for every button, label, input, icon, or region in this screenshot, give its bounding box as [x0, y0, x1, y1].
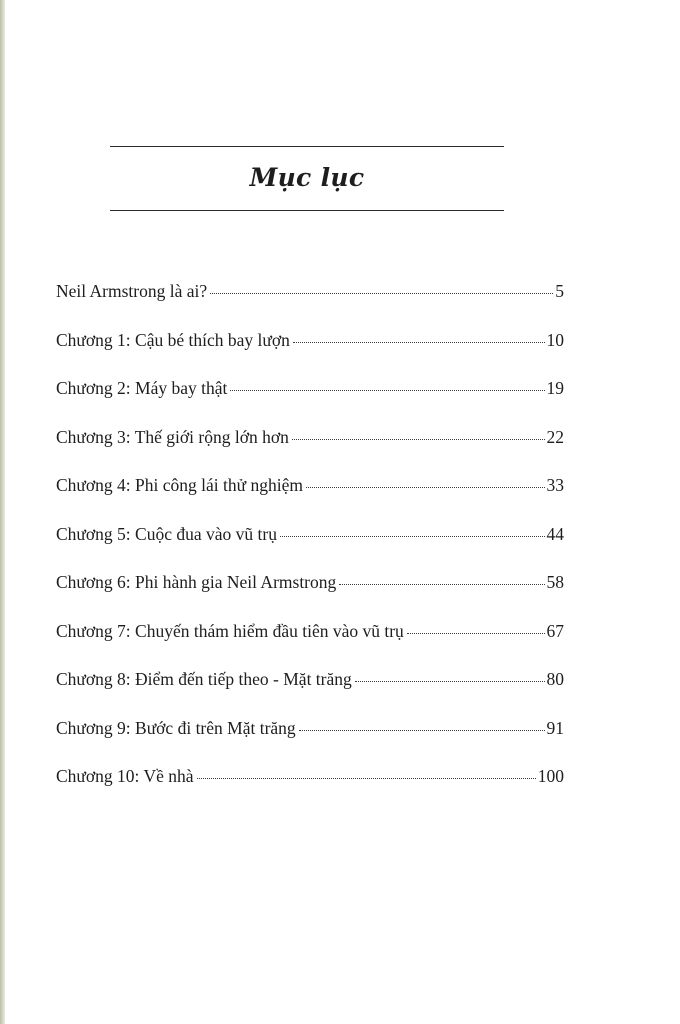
toc-entry-title: Chương 4: Phi công lái thử nghiệm: [56, 475, 303, 495]
title-rule-bottom: [110, 210, 504, 211]
toc-dot-leader: [230, 390, 544, 391]
toc-entry-chapter-6[interactable]: [56, 572, 564, 621]
toc-page-number: 91: [546, 717, 564, 738]
toc-entry-title: Chương 7: Chuyến thám hiểm đầu tiên vào vũ trụ: [56, 620, 404, 641]
toc-entry-title: Chương 9: Bước đi trên Mặt trăng: [56, 717, 296, 738]
toc-entry-chapter-1[interactable]: [56, 330, 564, 379]
toc-entry-intro[interactable]: [56, 281, 564, 330]
toc-entry-title: Neil Armstrong là ai?: [56, 281, 208, 301]
title-rule-top: [110, 146, 504, 147]
toc-dot-leader: [339, 584, 544, 585]
toc-entry-title: Chương 10: Về nhà: [56, 766, 194, 786]
table-of-contents: [56, 281, 564, 815]
toc-entry-chapter-9[interactable]: [56, 718, 564, 767]
page-title: Mục lục: [249, 163, 365, 192]
toc-entry-chapter-2[interactable]: [56, 378, 564, 427]
toc-dot-leader: [197, 778, 536, 779]
page-edge: [0, 0, 5, 1024]
toc-page-number: 33: [546, 475, 564, 495]
toc-entry-title: Chương 3: Thế giới rộng lớn hơn: [56, 426, 289, 447]
toc-entry-title: Chương 2: Máy bay thật: [56, 378, 228, 398]
toc-entry-chapter-10[interactable]: [56, 766, 564, 815]
toc-entry-title: Chương 5: Cuộc đua vào vũ trụ: [56, 523, 277, 544]
toc-dot-leader: [299, 730, 545, 731]
toc-dot-leader: [407, 633, 545, 634]
toc-page-number: 22: [546, 426, 564, 447]
toc-entry-title: Chương 6: Phi hành gia Neil Armstrong: [56, 572, 337, 592]
toc-entry-chapter-3[interactable]: [56, 427, 564, 476]
toc-page-number: 10: [546, 329, 564, 350]
toc-entry-chapter-4[interactable]: [56, 475, 564, 524]
toc-entry-chapter-7[interactable]: [56, 621, 564, 670]
toc-dot-leader: [280, 536, 545, 537]
toc-page-number: 5: [555, 281, 564, 301]
toc-dot-leader: [210, 293, 553, 294]
toc-page-number: 80: [546, 669, 564, 689]
toc-entry-title: Chương 8: Điểm đến tiếp theo - Mặt trăng: [56, 669, 352, 689]
toc-entry-title: Chương 1: Cậu bé thích bay lượn: [56, 329, 290, 350]
toc-page-number: 58: [546, 572, 564, 592]
toc-page-number: 19: [546, 378, 564, 398]
toc-dot-leader: [306, 487, 545, 488]
toc-entry-chapter-5[interactable]: [56, 524, 564, 573]
toc-entry-chapter-8[interactable]: [56, 669, 564, 718]
toc-page-number: 100: [537, 766, 564, 786]
toc-dot-leader: [293, 342, 545, 343]
toc-dot-leader: [355, 681, 545, 682]
toc-page-number: 67: [546, 620, 564, 641]
toc-dot-leader: [292, 439, 545, 440]
toc-page-number: 44: [546, 523, 564, 544]
